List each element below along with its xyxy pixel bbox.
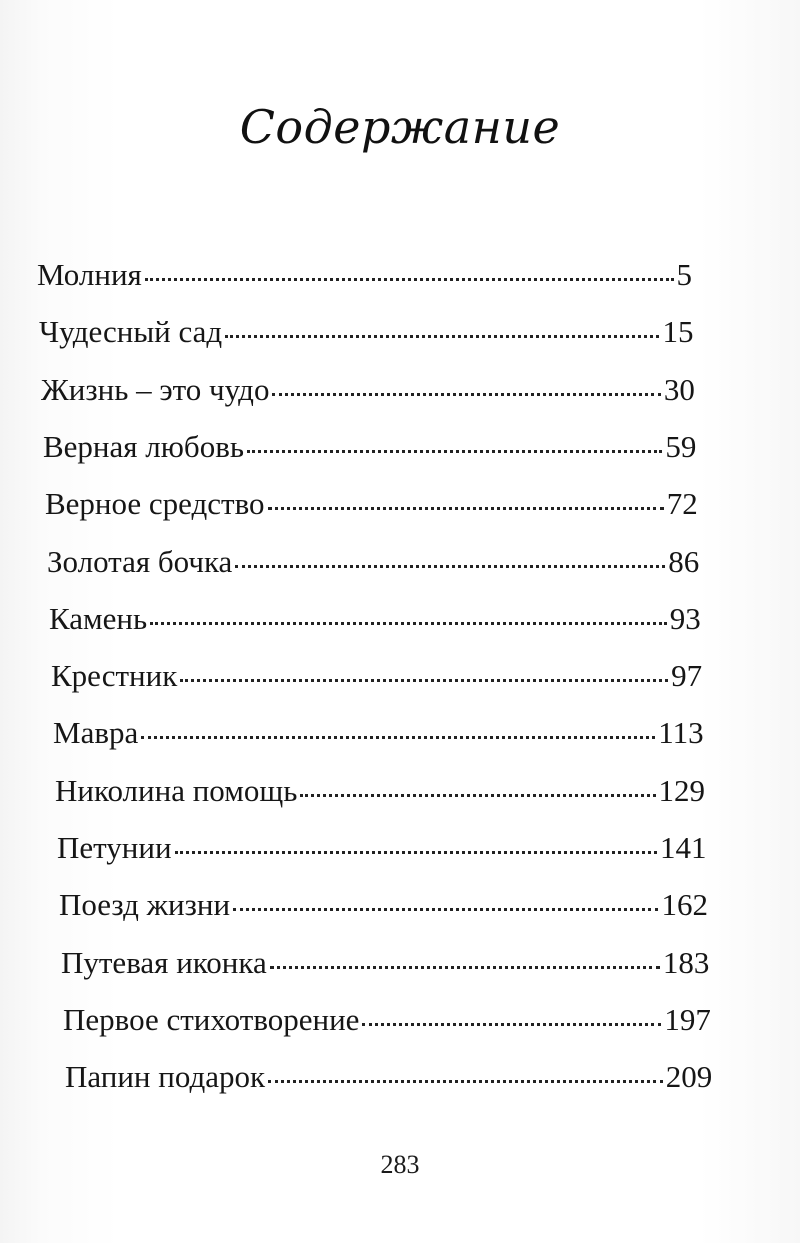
toc-entry: [59, 887, 708, 927]
toc-entry-title: Жизнь – это чудо: [41, 371, 270, 407]
toc-dot-leader: [235, 565, 665, 568]
toc-entry-title: Камень: [49, 600, 148, 636]
toc-entry-title: Папин подарок: [65, 1059, 266, 1095]
toc-dot-leader: [233, 908, 658, 911]
toc-entry-page: 113: [658, 715, 704, 751]
toc-entry: [39, 314, 693, 354]
toc-dot-leader: [175, 851, 657, 854]
toc-entry-title: Крестник: [51, 658, 178, 694]
toc-entry: [51, 658, 702, 698]
toc-entry: [37, 257, 692, 297]
toc-entry-page: 59: [665, 428, 697, 464]
toc-entry-page: 97: [671, 658, 703, 694]
toc-entry-title: Чудесный сад: [39, 314, 223, 350]
toc-entry-title: Поезд жизни: [59, 887, 231, 923]
toc-dot-leader: [145, 278, 674, 281]
toc-entry-page: 86: [668, 543, 700, 579]
toc-entry: [43, 429, 696, 469]
toc-entry-page: 197: [664, 1001, 711, 1037]
toc-entry: [49, 601, 701, 641]
page-number: 283: [380, 1150, 420, 1179]
toc-dot-leader: [141, 736, 655, 739]
toc-dot-leader: [268, 507, 664, 510]
toc-entry: [65, 1059, 712, 1099]
toc-dot-leader: [180, 679, 668, 682]
toc-dot-leader: [225, 335, 659, 338]
toc-entry: [41, 372, 695, 412]
toc-entry-page: 30: [663, 371, 695, 407]
toc-entry-title: Петунии: [57, 830, 172, 865]
toc-entry-page: 162: [661, 887, 708, 923]
toc-entry-title: Мавра: [53, 715, 139, 751]
toc-dot-leader: [270, 966, 660, 969]
toc-entry-page: 129: [658, 772, 706, 808]
toc-dot-leader: [150, 622, 667, 625]
toc-dot-leader: [247, 450, 662, 453]
toc-entry-title: Верная любовь: [43, 428, 244, 464]
toc-entry-page: 72: [666, 486, 698, 522]
toc-entry-title: Верное средство: [45, 486, 265, 522]
toc-entry-title: Золотая бочка: [47, 543, 233, 579]
toc-entry-page: 5: [676, 257, 692, 292]
toc-dot-leader: [272, 393, 660, 396]
toc-dot-leader: [300, 794, 655, 797]
page-title: Содержание: [239, 100, 561, 154]
toc-entry: [61, 945, 709, 985]
toc-entry-title: Молния: [37, 257, 142, 292]
toc-entry-page: 141: [660, 830, 707, 865]
toc-entry-page: 183: [662, 944, 710, 980]
toc-dot-leader: [268, 1080, 663, 1083]
toc-entry: [63, 1002, 711, 1042]
toc-entry: [53, 715, 704, 755]
toc-entry: [47, 544, 699, 584]
toc-entry: [57, 830, 707, 870]
toc-entry: [55, 773, 705, 813]
toc-dot-leader: [362, 1023, 661, 1026]
toc-entry-page: 209: [665, 1059, 713, 1095]
toc-entry-title: Николина помощь: [55, 772, 298, 808]
toc-entry-page: 15: [662, 314, 694, 350]
toc-entry-page: 93: [669, 600, 701, 636]
toc-entry-title: Путевая иконка: [61, 944, 267, 980]
toc-entry-title: Первое стихотворение: [63, 1001, 360, 1037]
toc-entry: [45, 486, 698, 526]
